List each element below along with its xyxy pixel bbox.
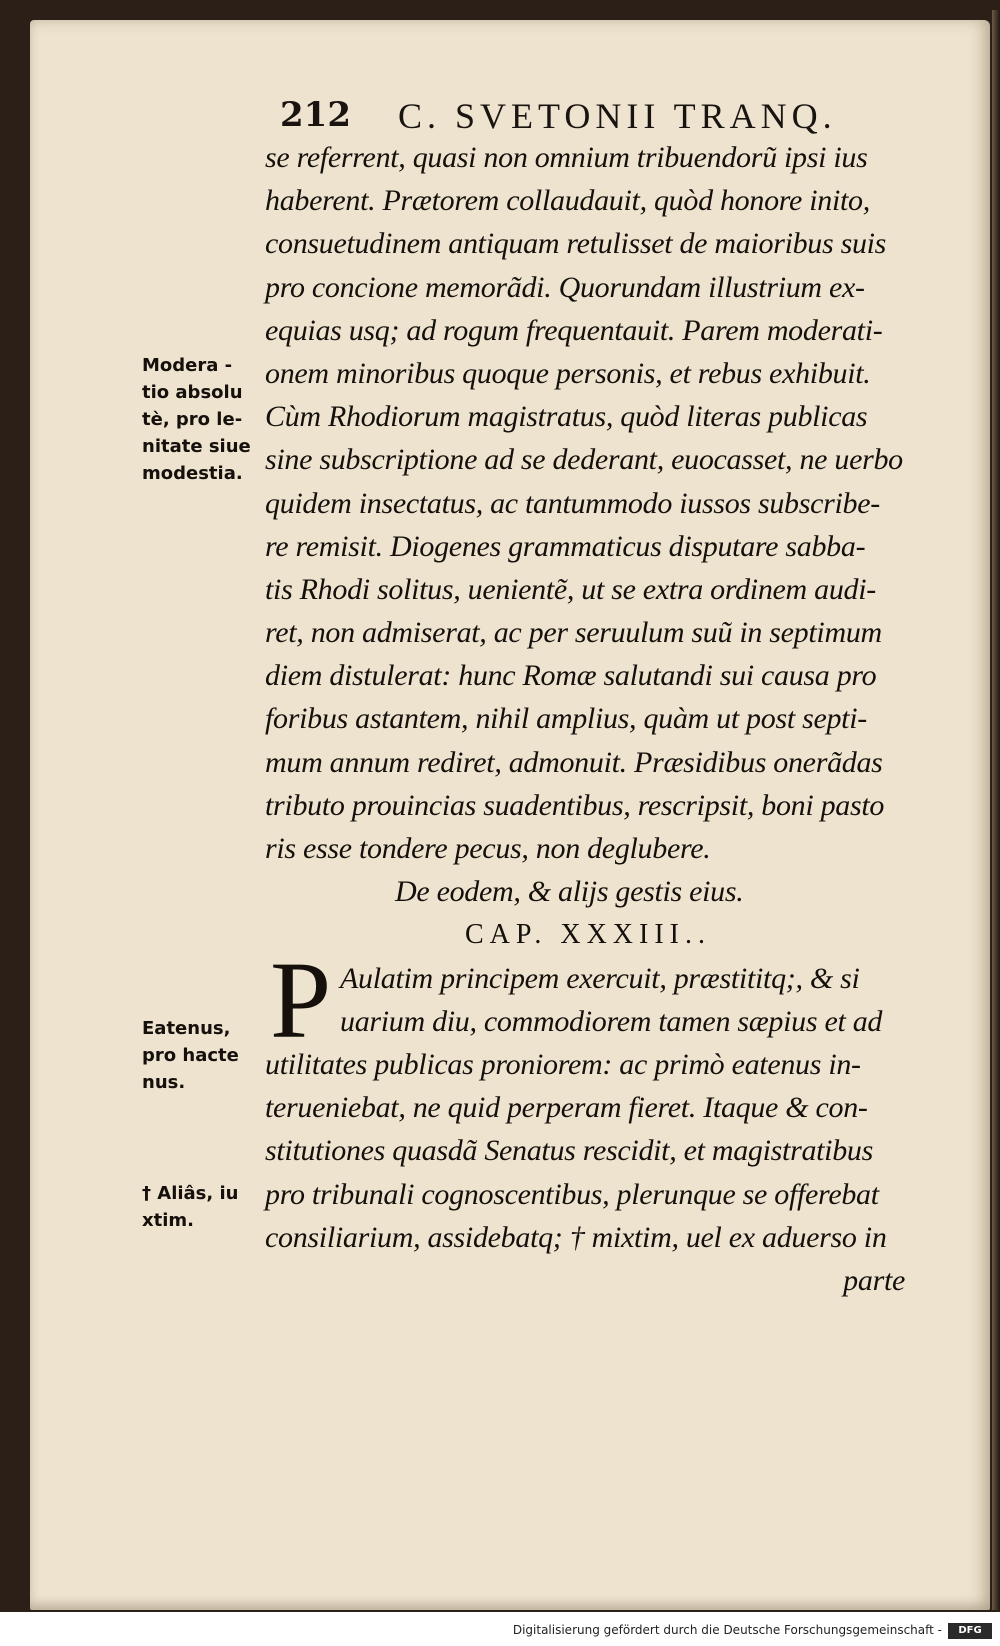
text-line: equias usq; ad rogum frequentauit. Parem moderati- — [265, 313, 883, 347]
margin-note-line: tio absolu — [142, 382, 243, 403]
text-line: terueniebat, ne quid perperam fieret. Itaque & con- — [265, 1091, 868, 1125]
running-title: C. SVETONII TRANQ. — [398, 96, 837, 136]
margin-note-line: Modera - — [142, 355, 233, 376]
text-line: Aulatim principem exercuit, præstititq;, & si — [340, 961, 860, 995]
text-line: pro tribunali cognoscentibus, plerunque se offerebat — [265, 1177, 879, 1211]
text-line: foribus astantem, nihil amplius, quàm ut post septi- — [265, 702, 867, 736]
text-line: consuetudinem antiquam retulisset de maioribus suis — [265, 227, 887, 261]
margin-note-line: nitate siue — [142, 436, 251, 457]
main-text-block — [265, 136, 945, 1302]
text-line: haberent. Prætorem collaudauit, quòd honore inito, — [265, 184, 870, 218]
margin-note-line: nus. — [142, 1072, 186, 1093]
section-heading: De eodem, & alijs gestis eius. — [395, 875, 744, 909]
text-line: consiliarium, assidebatq; † mixtim, uel ex aduerso in — [265, 1220, 887, 1254]
margin-note-line: † Aliâs, iu — [142, 1183, 239, 1204]
text-line: ris esse tondere pecus, non deglubere. — [265, 832, 711, 865]
text-line: ret, non admiserat, ac per seruulum suũ in septimum — [265, 616, 882, 650]
text-line: uarium diu, commodiorem tamen sæpius et ad — [340, 1004, 883, 1038]
text-line: tis Rhodi solitus, uenientẽ, ut se extra ordinem audi- — [265, 572, 876, 606]
catchword: parte — [843, 1263, 905, 1297]
folio-number: 212 — [280, 95, 351, 135]
text-line: diem distulerat: hunc Romæ salutandi sui causa pro — [265, 659, 877, 693]
page-edge-shadow — [992, 10, 1000, 1610]
text-line: tributo prouincias suadentibus, rescripsit, boni pasto — [265, 788, 885, 822]
text-line: pro concione memorãdi. Quorundam illustrium ex- — [265, 270, 865, 304]
footer-bar — [0, 1620, 1000, 1646]
text-line: onem minoribus quoque personis, et rebus exhibuit. — [265, 356, 871, 390]
margin-note-line: tè, pro le- — [142, 409, 243, 430]
margin-note-moderatio — [142, 352, 282, 487]
text-line: stitutiones quasdã Senatus rescidit, et magistratibus — [265, 1134, 873, 1168]
margin-note-eatenus — [142, 1015, 282, 1096]
margin-note-line: xtim. — [142, 1210, 194, 1231]
text-line: quidem insectatus, ac tantummodo iussos subscribe- — [265, 486, 880, 520]
text-line: Cùm Rhodiorum magistratus, quòd literas publicas — [265, 400, 868, 434]
chapter-number: CAP. XXXIII.. — [465, 919, 711, 951]
margin-note-line: modestia. — [142, 463, 243, 484]
funding-credit: Digitalisierung gefördert durch die Deutsche Forschungsgemeinschaft - — [512, 1623, 942, 1637]
margin-note-line: Eatenus, — [142, 1018, 231, 1039]
text-line: utilitates publicas proniorem: ac primò eatenus in- — [265, 1047, 861, 1081]
dfg-logo: DFG — [948, 1623, 992, 1639]
drop-cap-initial: P — [270, 939, 332, 1061]
text-line: sine subscriptione ad se dederant, euocasset, ne uerbo — [265, 443, 903, 477]
text-line: mum annum rediret, admonuit. Præsidibus onerãdas — [265, 745, 883, 779]
text-line: re remisit. Diogenes grammaticus disputare sabba- — [265, 529, 866, 563]
margin-note-alias — [142, 1180, 282, 1234]
text-line: se referrent, quasi non omnium tribuendorũ ipsi ius — [265, 141, 868, 174]
margin-note-line: pro hacte — [142, 1045, 239, 1066]
